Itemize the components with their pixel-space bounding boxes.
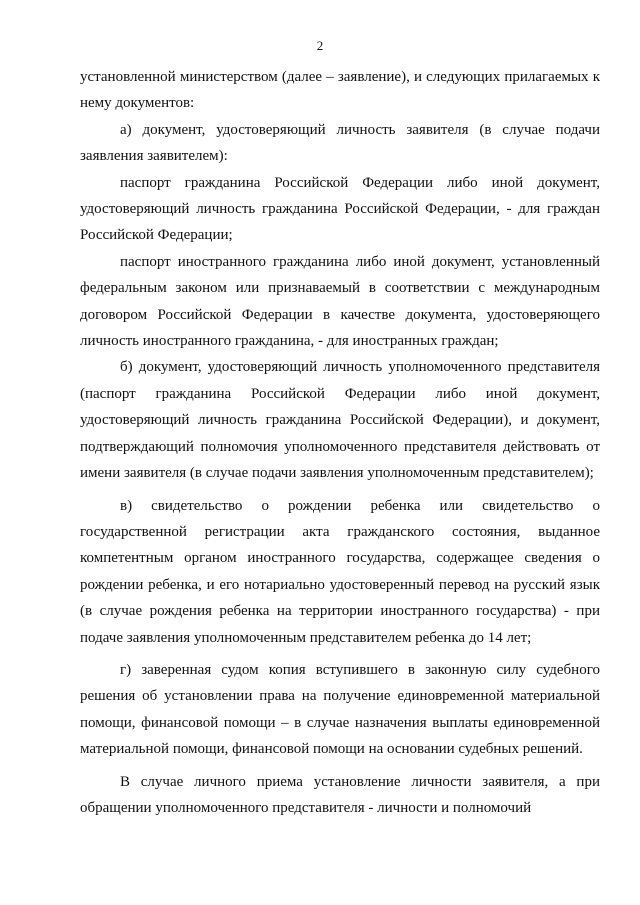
paragraph-item-a: а) документ, удостоверяющий личность заявителя (в случае подачи заявления заявителем):: [80, 121, 600, 165]
paragraph-personal-reception: В случае личного приема установление личности заявителя, а при обращении уполномоченного представителя - личности и полномочий: [80, 773, 600, 816]
paragraph-passport-citizen: паспорт гражданина Российской Федерации либо иной документ, удостоверяющий личность гражданина Российской Федерации, - для граждан Российской Федерации;: [80, 174, 600, 244]
paragraph-item-b: б) документ, удостоверяющий личность уполномоченного представителя (паспорт гражданина Российской Федерации либо иной документ, удостоверяющий личность гражданина Российской Федерации), и документ, подтверждающий полномочия уполномоченного представителя действовать от имени заявителя (в случае подачи заявления уполномоченным представителем);: [80, 359, 600, 482]
paragraph-item-g: г) заверенная судом копия вступившего в законную силу судебного решения об установлении права на получение единовременной материальной помощи, финансовой помощи – в случае назначения выплаты единовременной материальной помощи, финансовой помощи на основании судебных решений.: [80, 661, 600, 758]
page-number: 2: [316, 38, 324, 53]
document-body: [80, 64, 600, 821]
paragraph-item-v: в) свидетельство о рождении ребенка или свидетельство о государственной регистрации акта гражданского состояния, выданное компетентным органом иностранного государства, содержащее сведения о рождении ребенка, и его нотариально удостоверенный перевод на русский язык (в случае рождения ребенка на территории иностранного государства) - при подаче заявления уполномоченным представителем ребенка до 14 лет;: [80, 497, 600, 646]
paragraph-intro: установленной министерством (далее – заявление), и следующих прилагаемых к нему документов:: [80, 69, 600, 112]
paragraph-passport-foreign: паспорт иностранного гражданина либо иной документ, установленный федеральным законом или признаваемый в соответствии с международным договором Российской Федерации в качестве документа, удостоверяющего личность иностранного гражданина, - для иностранных граждан;: [80, 253, 600, 350]
